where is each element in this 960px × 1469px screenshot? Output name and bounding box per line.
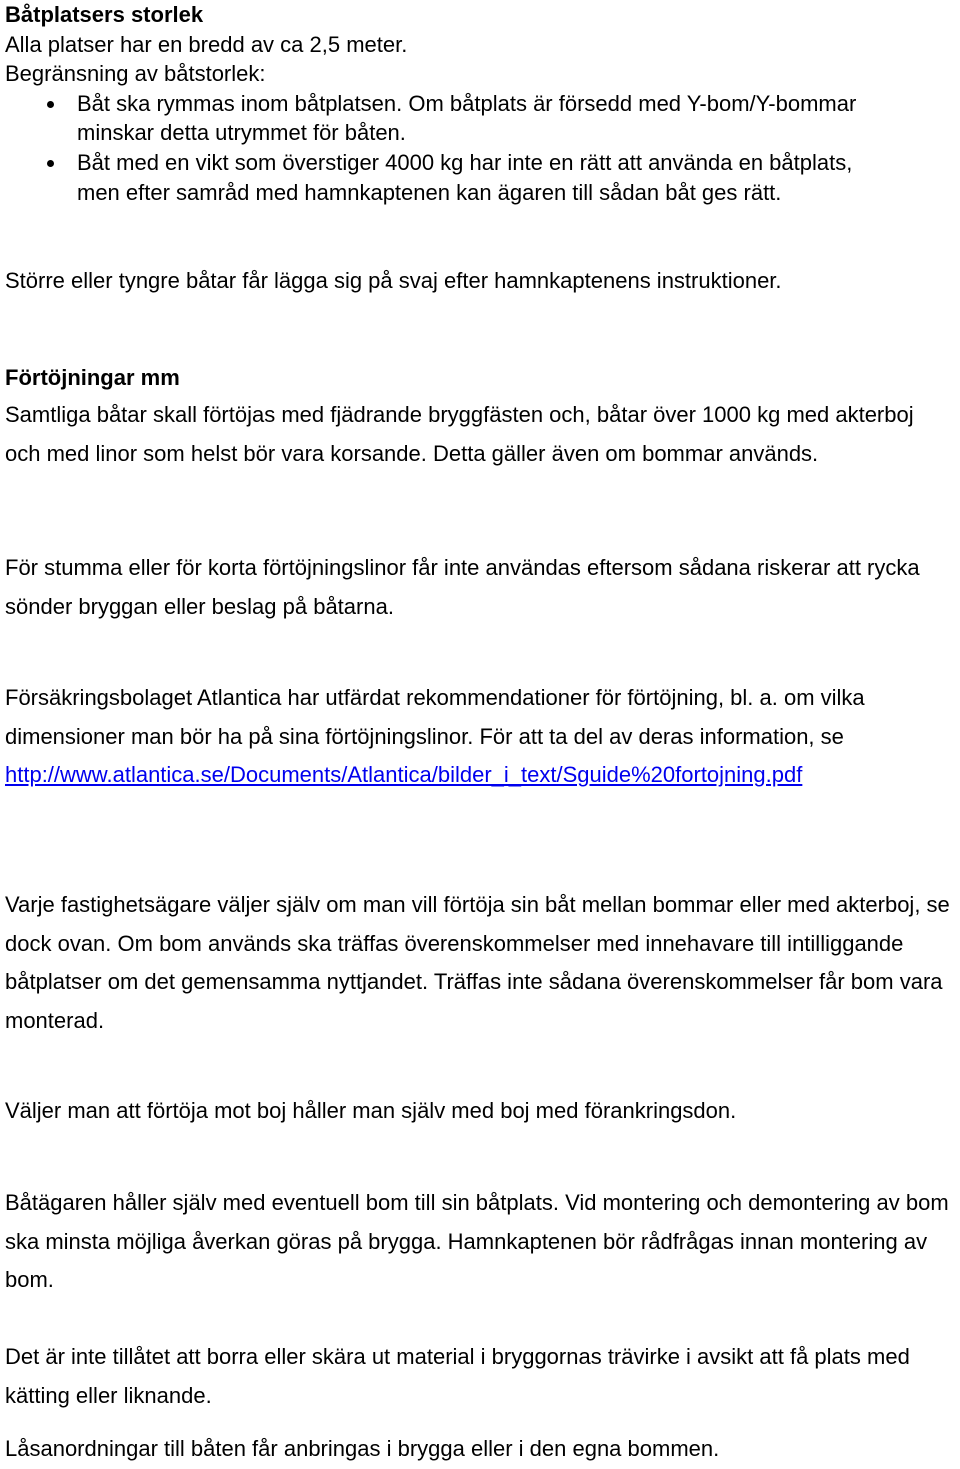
paragraph-mooring-lines: För stumma eller för korta förtöjningslinor får inte användas eftersom sådana riskerar att rycka sönder bryggan eller beslag på båtarna. <box>5 555 920 619</box>
section-boat-size <box>5 0 955 207</box>
paragraph-boom-maintenance: Båtägaren håller själv med eventuell bom till sin båtplats. Vid montering och demontering av bom ska minsta möjliga åverkan göras på brygga. Hamnkaptenen bör rådfrågas innan montering av bom. <box>5 1190 949 1292</box>
paragraph-no-drilling: Det är inte tillåtet att borra eller skära ut material i bryggornas trävirke i avsikt att få plats med kätting eller liknande. <box>5 1344 910 1408</box>
bullet-icon <box>47 101 54 108</box>
larger-boats-note: Större eller tyngre båtar får lägga sig på svaj efter hamnkaptenens instruktioner. <box>5 268 782 293</box>
list-item-text: Båt med en vikt som överstiger 4000 kg har inte en rätt att använda en båtplats, men efter samråd med hamnkaptenen kan ägaren till sådan båt ges rätt. <box>77 149 853 205</box>
heading-mooring: Förtöjningar mm <box>5 365 180 390</box>
limit-list <box>5 89 955 207</box>
paragraph-booms-agreement: Varje fastighetsägare väljer själv om man vill förtöja sin båt mellan bommar eller med akterboj, se dock ovan. Om bom används ska träffas överenskommelser med innehavare till intilliggande båtplatser om det gemensamma nyttjandet. Träffas inte sådana överenskommelser får bom vara monterad. <box>5 892 950 1033</box>
atlantica-link[interactable]: http://www.atlantica.se/Documents/Atlantica/bilder_i_text/Sguide%20fortojning.pdf <box>5 762 803 787</box>
list-item <box>0 148 897 207</box>
list-item <box>0 89 897 148</box>
heading-boat-size: Båtplatsers storlek <box>5 2 204 27</box>
bullet-icon <box>47 160 54 167</box>
width-note: Alla platser har en bredd av ca 2,5 meter. <box>5 31 408 57</box>
paragraph-buoy: Väljer man att förtöja mot boj håller man själv med boj med förankringsdon. <box>5 1098 737 1123</box>
limit-intro: Begränsning av båtstorlek: <box>5 61 266 87</box>
paragraph-mooring-rules: Samtliga båtar skall förtöjas med fjädrande bryggfästen och, båtar över 1000 kg med akterboj och med linor som helst bör vara korsande. Detta gäller även om bommar används. <box>5 402 914 466</box>
paragraph-locks: Låsanordningar till båten får anbringas i brygga eller i den egna bommen. <box>5 1436 720 1461</box>
paragraph-atlantica <box>5 679 955 795</box>
atlantica-text: Försäkringsbolaget Atlantica har utfärdat rekommendationer för förtöjning, bl. a. om vilka dimensioner man bör ha på sina förtöjningslinor. För att ta del av deras information, se <box>5 685 865 749</box>
list-item-text: Båt ska rymmas inom båtplatsen. Om båtplats är försedd med Y-bom/Y-bommar minskar detta utrymmet för båten. <box>77 90 857 146</box>
